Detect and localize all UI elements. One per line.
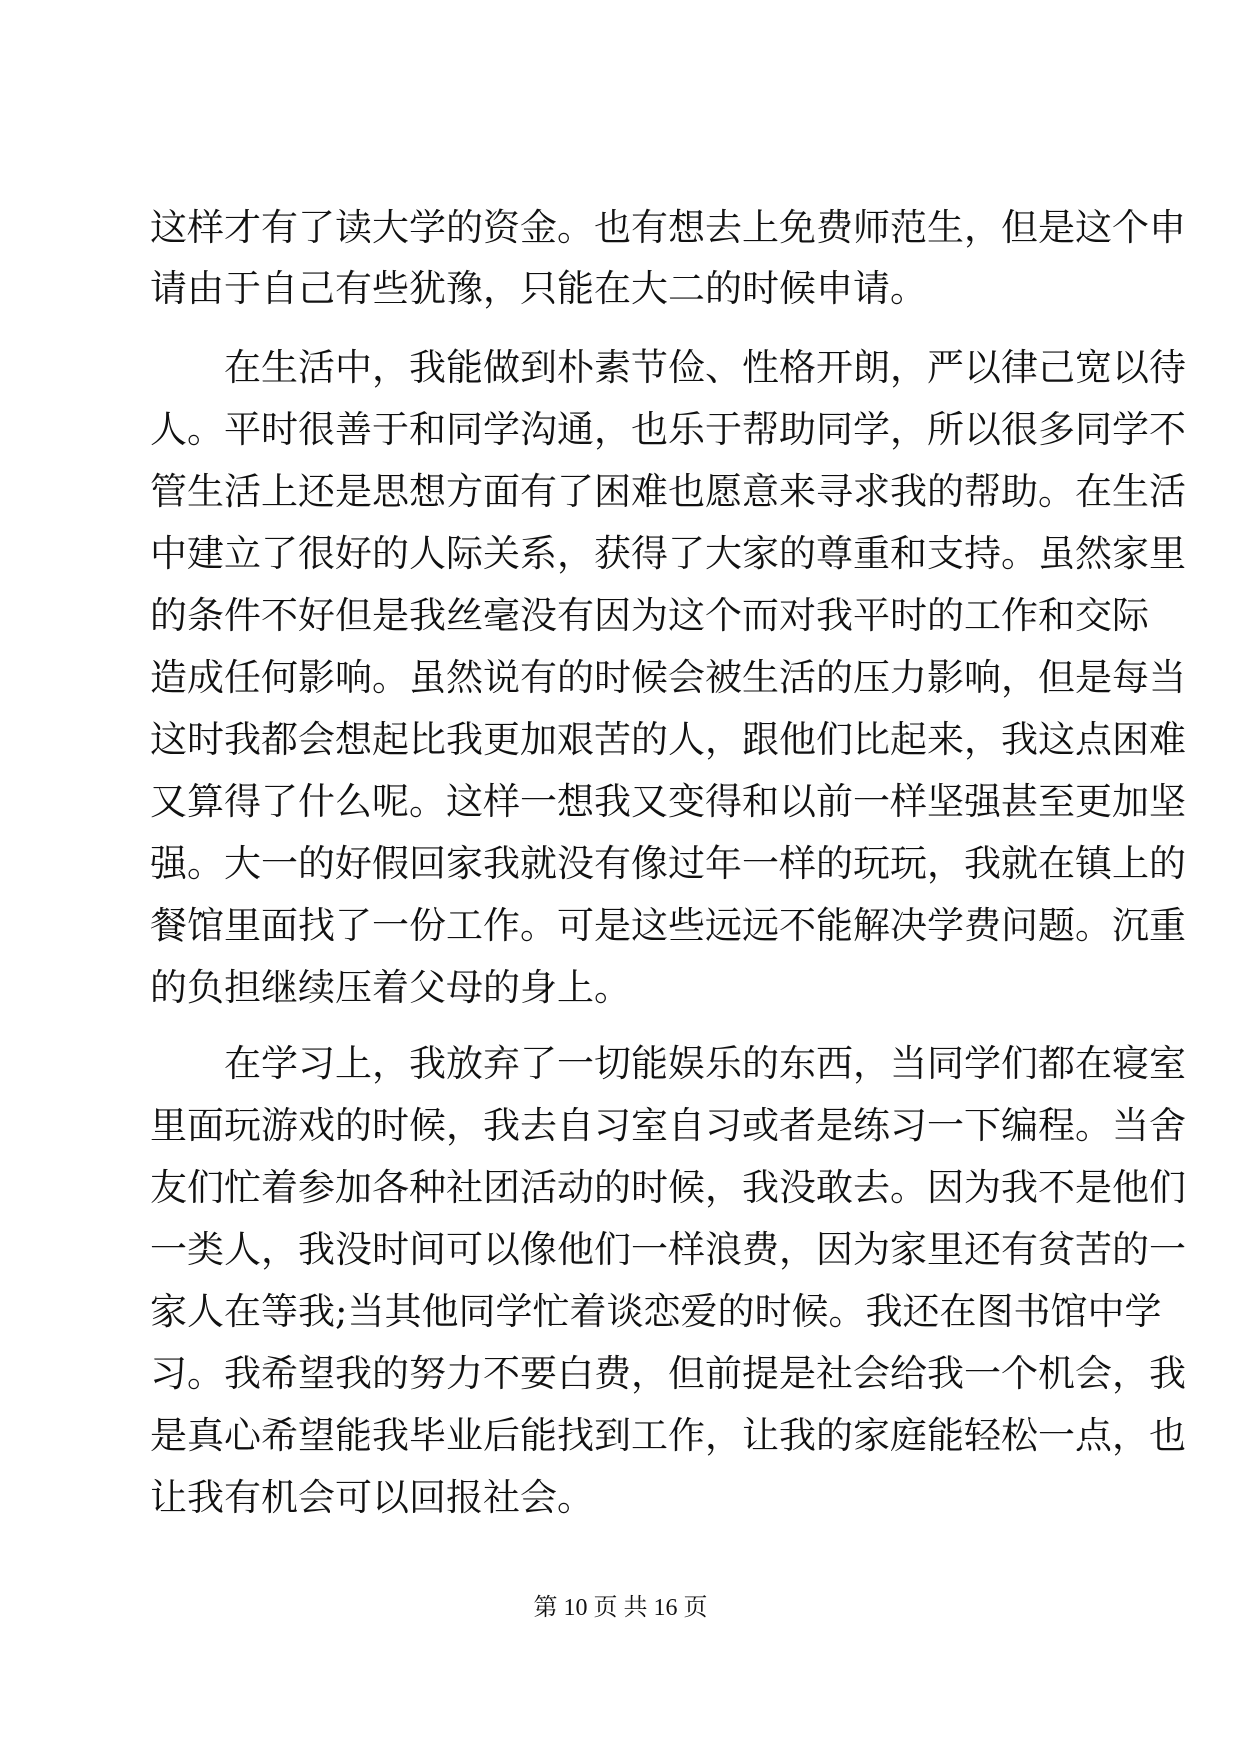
paragraph-start-line: 在学习上，我放弃了一切能娱乐的东西，当同学们都在寝室 [224, 1042, 1186, 1085]
text-line: 餐馆里面找了一份工作。可是这些远远不能解决学费问题。沉重 [150, 904, 1186, 947]
text-line: 友们忙着参加各种社团活动的时候，我没敢去。因为我不是他们 [150, 1166, 1186, 1209]
text-line: 家人在等我;当其他同学忙着谈恋爱的时候。我还在图书馆中学 [150, 1290, 1162, 1333]
text-line: 的条件不好但是我丝毫没有因为这个而对我平时的工作和交际 [150, 594, 1149, 637]
text-line: 这样才有了读大学的资金。也有想去上免费师范生，但是这个申 [150, 206, 1186, 249]
text-line: 习。我希望我的努力不要白费，但前提是社会给我一个机会，我 [150, 1352, 1186, 1395]
paragraph-start-line: 在生活中，我能做到朴素节俭、性格开朗，严以律己宽以待 [224, 346, 1186, 389]
text-line: 造成任何影响。虽然说有的时候会被生活的压力影响，但是每当 [150, 656, 1186, 699]
text-line: 请由于自己有些犹豫，只能在大二的时候申请。 [150, 267, 927, 310]
text-line: 是真心希望能我毕业后能找到工作，让我的家庭能轻松一点，也 [150, 1414, 1186, 1457]
text-line: 一类人，我没时间可以像他们一样浪费，因为家里还有贫苦的一 [150, 1228, 1186, 1271]
text-line: 里面玩游戏的时候，我去自习室自习或者是练习一下编程。当舍 [150, 1104, 1186, 1147]
text-line: 又算得了什么呢。这样一想我又变得和以前一样坚强甚至更加坚 [150, 780, 1186, 823]
text-line: 中建立了很好的人际关系，获得了大家的尊重和支持。虽然家里 [150, 532, 1186, 575]
text-line: 强。大一的好假回家我就没有像过年一样的玩玩，我就在镇上的 [150, 842, 1186, 885]
text-line: 人。平时很善于和同学沟通，也乐于帮助同学，所以很多同学不 [150, 408, 1186, 451]
text-line: 管生活上还是思想方面有了困难也愿意来寻求我的帮助。在生活 [150, 470, 1186, 513]
page-number-footer: 第 10 页 共 16 页 [533, 1595, 708, 1621]
text-line: 的负担继续压着父母的身上。 [150, 966, 631, 1009]
text-line: 让我有机会可以回报社会。 [150, 1476, 594, 1519]
text-line: 这时我都会想起比我更加艰苦的人，跟他们比起来，我这点困难 [150, 718, 1186, 761]
